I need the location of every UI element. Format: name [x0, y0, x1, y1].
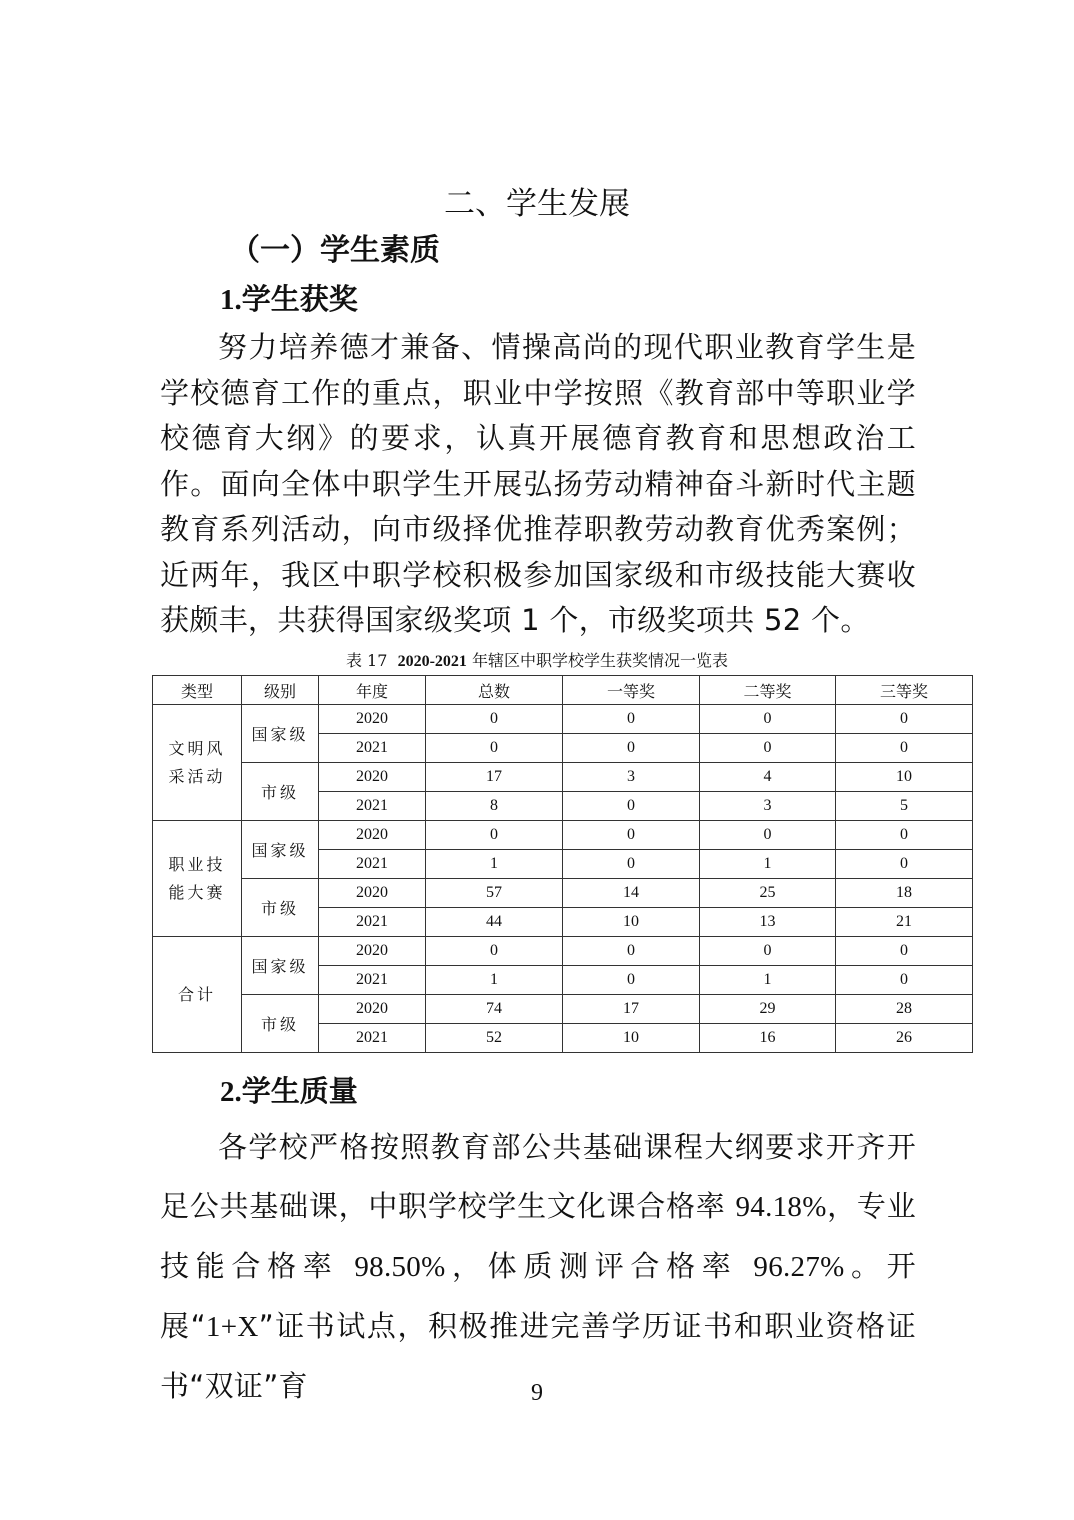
year-cell: 2021 [319, 966, 426, 995]
year-cell: 2020 [319, 937, 426, 966]
second-cell: 0 [700, 734, 836, 763]
certificate-term: 1+X [205, 1311, 259, 1343]
total-cell: 52 [426, 1024, 563, 1053]
caption-label: 表 17 [345, 651, 388, 670]
table-body [153, 705, 973, 1053]
third-cell: 0 [836, 821, 973, 850]
heading-text: 学生获奖 [241, 282, 358, 316]
third-cell: 0 [836, 966, 973, 995]
first-cell: 0 [563, 705, 700, 734]
type-cell: 职业技能大赛 [153, 821, 242, 937]
table-row [153, 763, 973, 792]
total-cell: 8 [426, 792, 563, 821]
total-cell: 1 [426, 850, 563, 879]
third-cell: 0 [836, 937, 973, 966]
year-cell: 2021 [319, 908, 426, 937]
header-cell: 一等奖 [563, 676, 700, 705]
awards-table [152, 675, 973, 1053]
table-row [153, 821, 973, 850]
third-cell: 26 [836, 1024, 973, 1053]
first-cell: 0 [563, 850, 700, 879]
level-cell: 国家级 [242, 705, 319, 763]
type-cell: 文明风采活动 [153, 705, 242, 821]
first-cell: 3 [563, 763, 700, 792]
first-cell: 0 [563, 821, 700, 850]
third-cell: 28 [836, 995, 973, 1024]
first-cell: 0 [563, 734, 700, 763]
header-cell: 年度 [319, 676, 426, 705]
total-cell: 17 [426, 763, 563, 792]
table-row [153, 879, 973, 908]
total-cell: 74 [426, 995, 563, 1024]
second-cell: 4 [700, 763, 836, 792]
first-cell: 14 [563, 879, 700, 908]
level-cell: 国家级 [242, 821, 319, 879]
second-cell: 0 [700, 821, 836, 850]
table-caption [0, 650, 1074, 673]
second-cell: 3 [700, 792, 836, 821]
heading-number: 1. [220, 284, 242, 316]
type-cell: 合计 [153, 937, 242, 1053]
heading-student-quality [220, 1070, 358, 1113]
year-cell: 2020 [319, 995, 426, 1024]
year-cell: 2020 [319, 763, 426, 792]
third-cell: 0 [836, 705, 973, 734]
first-cell: 10 [563, 908, 700, 937]
total-cell: 57 [426, 879, 563, 908]
subsection-title: （一）学生素质 [230, 233, 440, 268]
quality-paragraph [160, 1118, 916, 1416]
table-header-row [153, 676, 973, 705]
third-cell: 10 [836, 763, 973, 792]
total-cell: 1 [426, 966, 563, 995]
level-cell: 市级 [242, 995, 319, 1053]
heading-text: 学生质量 [241, 1074, 358, 1108]
awards-paragraph: 努力培养德才兼备、情操高尚的现代职业教育学生是学校德育工作的重点，职业中学按照《教育部中等职业学校德育大纲》的要求，认真开展德育教育和思想政治工作。面向全体中职学生开展弘扬劳动精神奋斗新时代主题教育系列活动，向市级择优推荐职教劳动教育优秀案例；近两年，我区中职学校积极参加国家级和市级技能大赛收获颇丰，共获得国家级奖项 1 个，市级奖项共 52 个。 [160, 330, 916, 637]
second-cell: 25 [700, 879, 836, 908]
first-cell: 17 [563, 995, 700, 1024]
first-cell: 0 [563, 937, 700, 966]
second-cell: 0 [700, 705, 836, 734]
caption-years: 2020-2021 [397, 653, 467, 670]
level-cell: 市级 [242, 879, 319, 937]
third-cell: 0 [836, 850, 973, 879]
header-cell: 类型 [153, 676, 242, 705]
year-cell: 2021 [319, 850, 426, 879]
text-run: 。开展“ [160, 1249, 916, 1343]
second-cell: 29 [700, 995, 836, 1024]
first-cell: 10 [563, 1024, 700, 1053]
section-title: 二、学生发展 [444, 186, 630, 222]
third-cell: 5 [836, 792, 973, 821]
total-cell: 0 [426, 734, 563, 763]
first-cell: 0 [563, 792, 700, 821]
text-run: ”证书试点，积极推进完善学历证书和职业资格证书“双证”育 [160, 1309, 917, 1403]
first-cell: 0 [563, 966, 700, 995]
year-cell: 2020 [319, 821, 426, 850]
text-run: ，专业技能合格率 [160, 1189, 916, 1283]
third-cell: 21 [836, 908, 973, 937]
table-row [153, 705, 973, 734]
second-cell: 1 [700, 966, 836, 995]
total-cell: 0 [426, 821, 563, 850]
total-cell: 0 [426, 937, 563, 966]
total-cell: 0 [426, 705, 563, 734]
header-cell: 三等奖 [836, 676, 973, 705]
table-row [153, 937, 973, 966]
header-cell: 二等奖 [700, 676, 836, 705]
page-number: 9 [531, 1380, 543, 1406]
second-cell: 13 [700, 908, 836, 937]
fitness-pass-rate: 96.27% [753, 1251, 845, 1283]
table-row [153, 995, 973, 1024]
second-cell: 16 [700, 1024, 836, 1053]
level-cell: 市级 [242, 763, 319, 821]
skill-pass-rate: 98.50% [354, 1251, 446, 1283]
third-cell: 0 [836, 734, 973, 763]
heading-number: 2. [220, 1076, 242, 1108]
second-cell: 1 [700, 850, 836, 879]
text-run: 各学校严格按照教育部公共基础课程大纲要求开齐开足公共基础课，中职学校学生文化课合格率 [160, 1130, 916, 1223]
year-cell: 2020 [319, 705, 426, 734]
year-cell: 2021 [319, 734, 426, 763]
year-cell: 2021 [319, 792, 426, 821]
caption-text: 年辖区中职学校学生获奖情况一览表 [466, 651, 729, 670]
text-run: ，体质测评合格率 [445, 1249, 754, 1283]
year-cell: 2020 [319, 879, 426, 908]
level-cell: 国家级 [242, 937, 319, 995]
total-cell: 44 [426, 908, 563, 937]
culture-pass-rate: 94.18% [735, 1191, 827, 1223]
header-cell: 总数 [426, 676, 563, 705]
third-cell: 18 [836, 879, 973, 908]
second-cell: 0 [700, 937, 836, 966]
heading-student-awards [220, 278, 358, 321]
year-cell: 2021 [319, 1024, 426, 1053]
header-cell: 级别 [242, 676, 319, 705]
